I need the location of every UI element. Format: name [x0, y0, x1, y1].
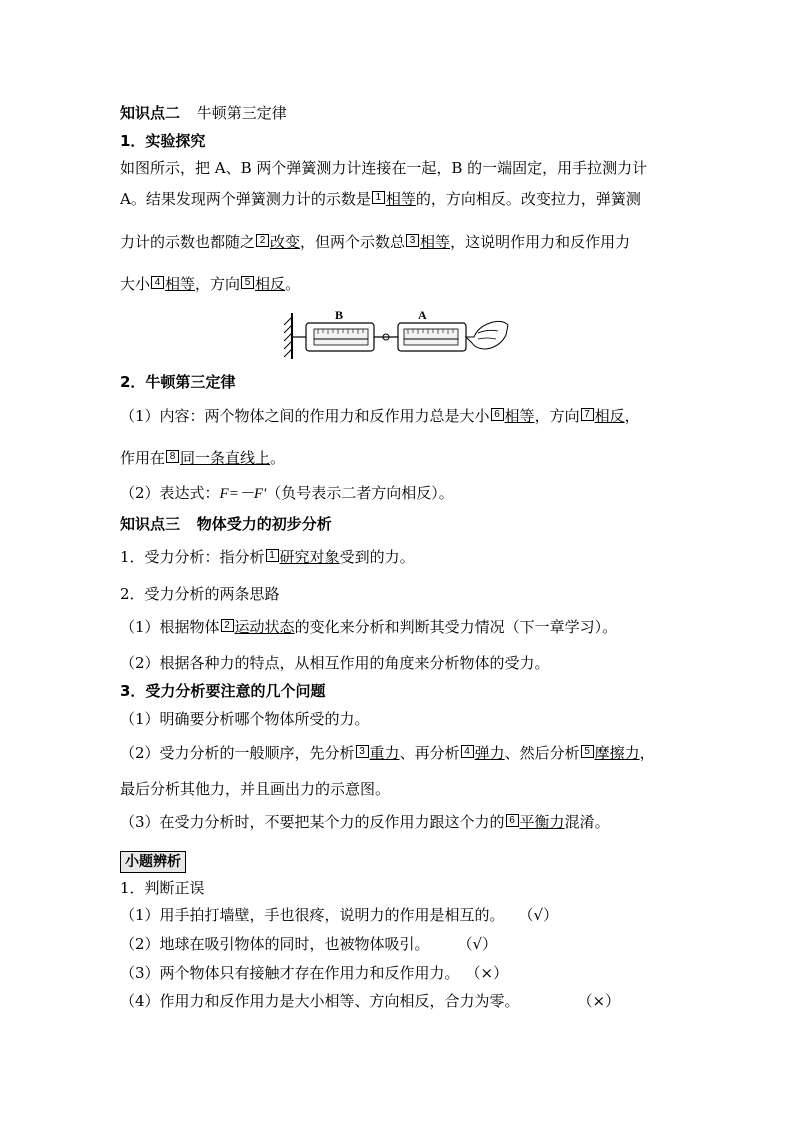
answer-text: 同一条直线上 [180, 449, 271, 467]
paragraph-line: 作用在 8 同一条直线上。 [120, 449, 286, 467]
quiz-mark: （×） [465, 964, 509, 982]
paragraph-line: （2）表达式：F=－F′（负号表示二者方向相反）。 [120, 484, 454, 502]
formula: F=－F′ [219, 486, 267, 502]
blank-number: 5 [581, 745, 594, 758]
answer-text: 研究对象 [279, 548, 340, 566]
section3-heading [120, 514, 332, 534]
paragraph-line: （2）受力分析的一般顺序，先分析 3 重力、再分析 4 弹力、然后分析 5 摩擦力， [120, 744, 655, 762]
answer-text: 运动状态 [234, 618, 295, 636]
paragraph-line: 力计的示数也都随之 2 改变，但两个示数总 3 相等，这说明作用力和反作用力 [120, 233, 631, 251]
section2-subtitle: 牛顿第三定律 [196, 104, 287, 122]
quiz-item: （4）作用力和反作用力是大小相等、方向相反，合力为零。 （×） [120, 992, 621, 1010]
paragraph-line: （2）根据各种力的特点，从相互作用的角度来分析物体的受力。 [120, 654, 550, 672]
quiz-item: （2）地球在吸引物体的同时，也被物体吸引。 （√） [120, 935, 498, 953]
quiz-mark: （√） [518, 906, 559, 924]
quiz-badge-row [120, 851, 186, 873]
blank-number: 6 [506, 814, 519, 827]
paragraph-line: 如图所示，把 A、B 两个弹簧测力计连接在一起，B 的一端固定，用手拉测力计 [120, 159, 648, 177]
quiz-mark: （×） [577, 992, 621, 1010]
paragraph-line: 1．受力分析：指分析 1 研究对象受到的力。 [120, 548, 415, 566]
quiz-badge: 小题辨析 [120, 851, 186, 873]
quiz-item: （3）两个物体只有接触才存在作用力和反作用力。 （×） [120, 964, 509, 982]
spring-scale-figure [278, 305, 510, 363]
section2-title: 知识点二 [120, 104, 181, 122]
quiz-mark: （√） [457, 935, 498, 953]
paragraph-line: 最后分析其他力，并且画出力的示意图。 [120, 780, 391, 798]
blank-number: 5 [241, 276, 254, 289]
paragraph-line: 大小 4 相等，方向 5 相反。 [120, 275, 301, 293]
answer-text: 平衡力 [519, 813, 565, 831]
answer-text: 重力 [369, 744, 400, 762]
paragraph-line: （1）根据物体 2 运动状态的变化来分析和判断其受力情况（下一章学习）。 [120, 618, 618, 636]
answer-text: 相等 [420, 233, 451, 251]
blank-number: 1 [266, 549, 279, 562]
blank-number: 3 [406, 234, 419, 247]
answer-text: 改变 [270, 233, 301, 251]
quiz-heading: 1．判断正误 [120, 879, 205, 897]
scale-a-label: A [418, 308, 427, 322]
section2-heading [120, 103, 287, 123]
answer-text: 相等 [385, 190, 416, 208]
subheading: 3．受力分析要注意的几个问题 [120, 682, 326, 700]
scale-b-label: B [335, 308, 344, 322]
blank-number: 6 [491, 408, 504, 421]
blank-number: 2 [221, 619, 234, 632]
blank-number: 2 [256, 234, 269, 247]
paragraph-line: （3）在受力分析时，不要把某个力的反作用力跟这个力的 6 平衡力混淆。 [120, 813, 610, 831]
paragraph-line: （1）内容：两个物体之间的作用力和反作用力总是大小 6 相等，方向 7 相反， [120, 407, 640, 425]
blank-number: 4 [461, 745, 474, 758]
answer-text: 相反 [594, 407, 625, 425]
blank-number: 7 [581, 408, 594, 421]
law-heading: 2．牛顿第三定律 [120, 373, 236, 391]
blank-number: 8 [166, 450, 179, 463]
paragraph-line: A。结果发现两个弹簧测力计的示数是 1 相等的，方向相反。改变拉力，弹簧测 [120, 190, 641, 208]
blank-number: 3 [356, 745, 369, 758]
subheading: 2．受力分析的两条思路 [120, 585, 280, 603]
blank-number: 4 [151, 276, 164, 289]
exp-heading: 1．实验探究 [120, 132, 206, 150]
blank-number: 1 [372, 191, 385, 204]
answer-text: 相等 [165, 275, 196, 293]
section3-title: 知识点三 [120, 515, 181, 533]
answer-text: 相等 [504, 407, 535, 425]
quiz-item: （1）用手拍打墙壁，手也很疼，说明力的作用是相互的。 （√） [120, 906, 559, 924]
section3-subtitle: 物体受力的初步分析 [196, 515, 332, 533]
answer-text: 相反 [255, 275, 286, 293]
paragraph-line: （1）明确要分析哪个物体所受的力。 [120, 710, 370, 728]
answer-text: 弹力 [474, 744, 505, 762]
answer-text: 摩擦力 [594, 744, 640, 762]
